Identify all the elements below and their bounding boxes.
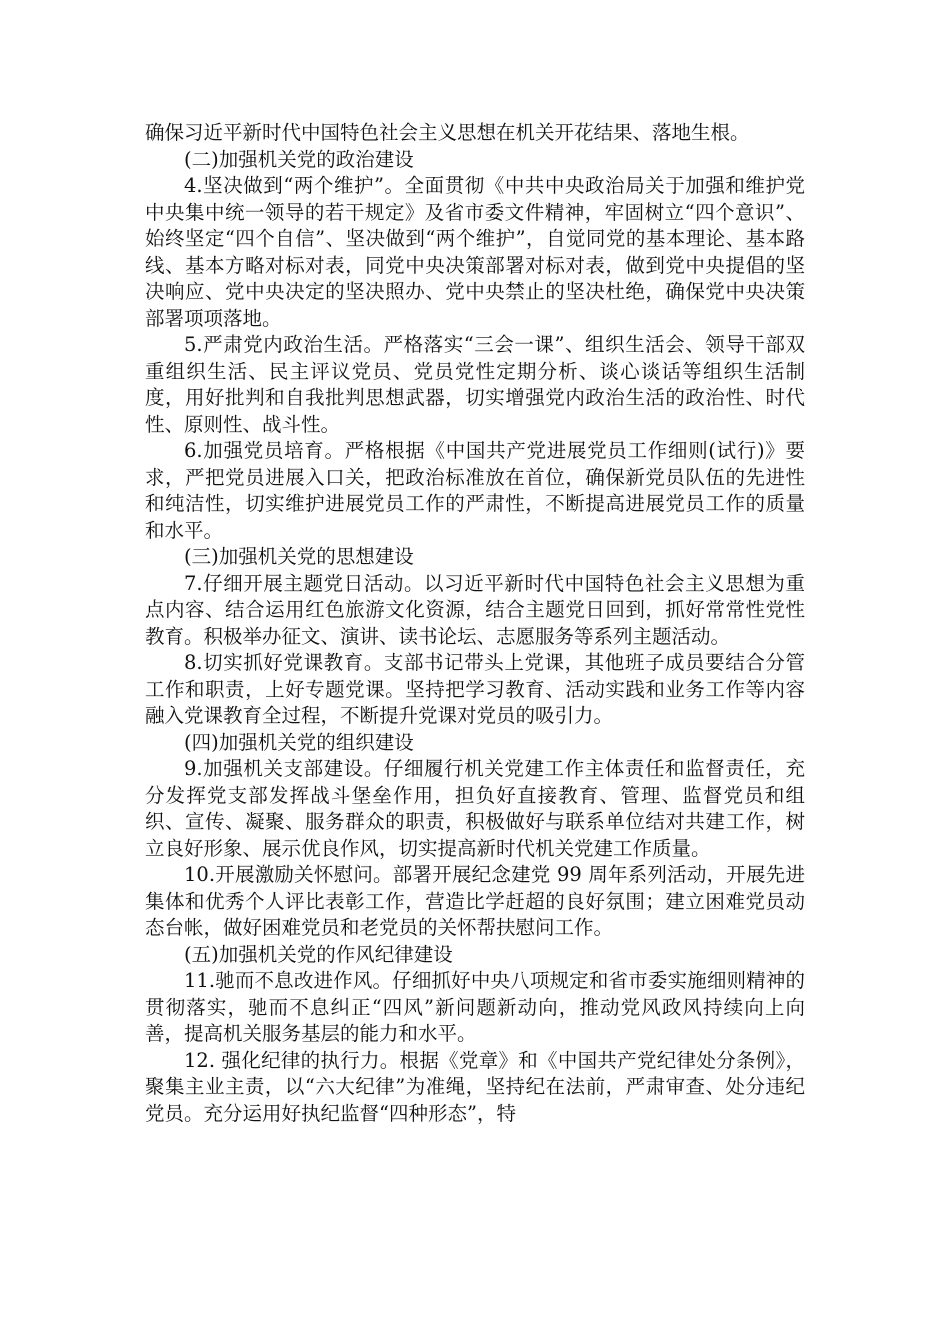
paragraph-item-11: 11.驰而不息改进作风。仔细抓好中央八项规定和省市委实施细则精神的贯彻落实，驰而不息纠正“四风”新问题新动向，推动党风政风持续向上向善，提高机关服务基层的能力和水平。 bbox=[145, 969, 805, 1045]
paragraph-item-6: 6.加强党员培育。严格根据《中国共产党进展党员工作细则(试行)》要求，严把党员进展入口关，把政治标准放在首位，确保新党员队伍的先进性和纯洁性，切实维护进展党员工作的严肃性，不断提高进展党员工作的质量和水平。 bbox=[145, 439, 805, 542]
paragraph-intro-continuation: 确保习近平新时代中国特色社会主义思想在机关开花结果、落地生根。 bbox=[145, 121, 750, 144]
document-body bbox=[145, 120, 805, 1127]
paragraph-item-10: 10.开展激励关怀慰问。部署开展纪念建党 99 周年系列活动，开展先进集体和优秀个人评比表彰工作，营造比学赶超的良好氛围；建立困难党员动态台帐，做好困难党员和老党员的关怀帮扶慰问工作。 bbox=[145, 863, 805, 939]
section-heading-discipline-building: (五)加强机关党的作风纪律建设 bbox=[184, 942, 453, 966]
paragraph-item-12: 12. 强化纪律的执行力。根据《党章》和《中国共产党纪律处分条例》，聚集主业主责，以“六大纪律”为准绳，坚持纪在法前，严肃审查、处分违纪党员。充分运用好执纪监督“四种形态”，特 bbox=[145, 1048, 805, 1125]
paragraph-item-8: 8.切实抓好党课教育。支部书记带头上党课，其他班子成员要结合分管工作和职责，上好专题党课。坚持把学习教育、活动实践和业务工作等内容融入党课教育全过程，不断提升党课对党员的吸引力。 bbox=[145, 651, 805, 727]
section-heading-political-building: (二)加强机关党的政治建设 bbox=[184, 147, 414, 171]
section-heading-organizational-building: (四)加强机关党的组织建设 bbox=[184, 730, 414, 754]
paragraph-item-5: 5.严肃党内政治生活。严格落实“三会一课”、组织生活会、领导干部双重组织生活、民主评议党员、党员党性定期分析、谈心谈话等组织生活制度，用好批判和自我批判思想武器，切实增强党内政治生活的政治性、时代性、原则性、战斗性。 bbox=[145, 333, 805, 436]
paragraph-item-7: 7.仔细开展主题党日活动。以习近平新时代中国特色社会主义思想为重点内容、结合运用红色旅游文化资源，结合主题党日回到，抓好常常性党性教育。积极举办征文、演讲、读书论坛、志愿服务等系列主题活动。 bbox=[145, 571, 805, 648]
paragraph-item-9: 9.加强机关支部建设。仔细履行机关党建工作主体责任和监督责任，充分发挥党支部发挥战斗堡垒作用，担负好直接教育、管理、监督党员和组织、宣传、凝聚、服务群众的职责，积极做好与联系单位结对共建工作，树立良好形象、展示优良作风，切实提高新时代机关党建工作质量。 bbox=[145, 757, 805, 860]
section-heading-ideological-building: (三)加强机关党的思想建设 bbox=[184, 545, 414, 568]
paragraph-item-4: 4.坚决做到“两个维护”。全面贯彻《中共中央政治局关于加强和维护党中央集中统一领导的若干规定》及省市委文件精神，牢固树立“四个意识”、始终坚定“四个自信”、坚决做到“两个维护”，自觉同党的基本理论、基本路线、基本方略对标对表，同党中央决策部署对标对表，做到党中央提倡的坚决响应、党中央决定的坚决照办、党中央禁止的坚决杜绝，确保党中央决策部署项项落地。 bbox=[145, 174, 805, 330]
